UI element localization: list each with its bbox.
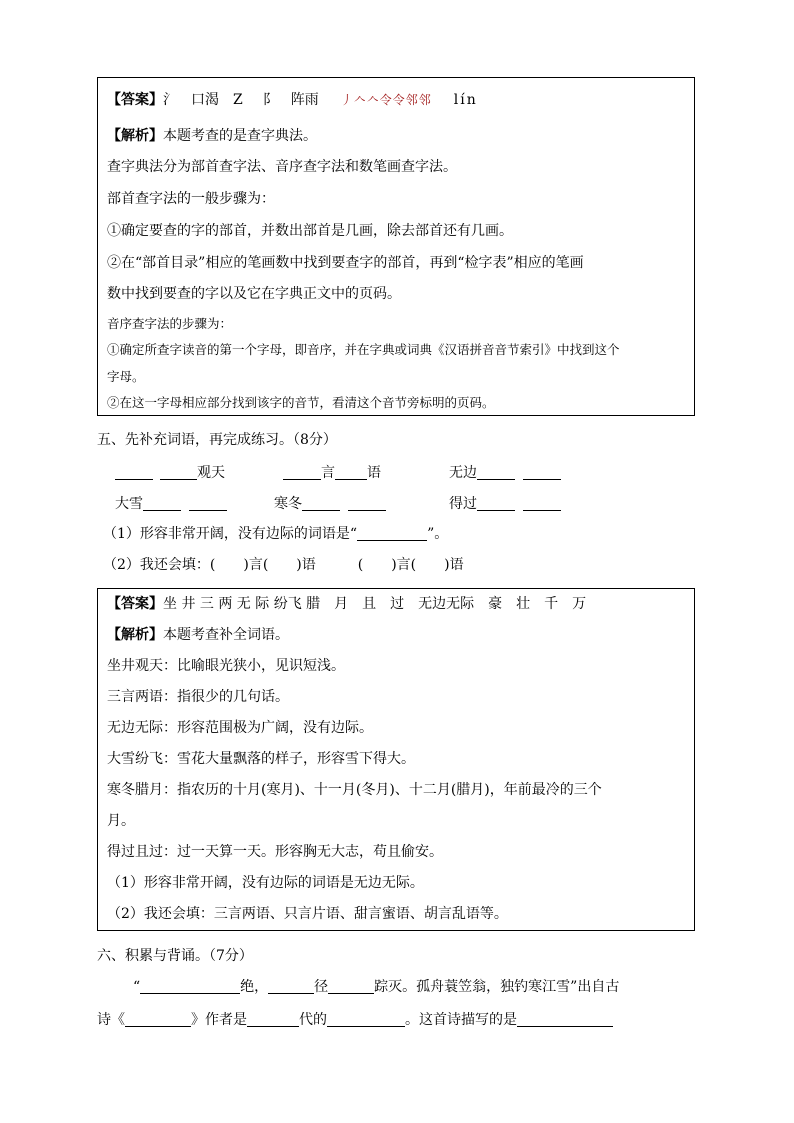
blank[interactable]	[357, 525, 427, 541]
fill-blank-row	[449, 494, 561, 514]
stroke-order: 丿𠆢𠆢令令邻邻	[340, 93, 432, 107]
answer-text: 坐 井 三 两 无 际 纷飞 腊 月 且 过 无边无际 豪 壮 千 万	[163, 596, 587, 612]
text-line: 数中找到要查的字以及它在字典正文中的页码。	[107, 286, 401, 302]
answer-label: 【答案】	[107, 92, 163, 108]
fill-blank-row	[115, 494, 227, 514]
blank[interactable]	[477, 495, 515, 511]
blank[interactable]	[517, 1011, 613, 1027]
word: 寒冬	[274, 496, 302, 512]
poem-text: 踪灭。孤舟蓑笠翁，独钓寒江雪”出自古	[374, 979, 620, 995]
question-text: ”。	[427, 526, 449, 542]
blank[interactable]	[348, 495, 386, 511]
word: 观天	[197, 465, 225, 481]
blank[interactable]	[523, 495, 561, 511]
blank[interactable]	[327, 1011, 405, 1027]
section-5-title: 五、先补充词语，再完成练习。（8分）	[97, 432, 337, 448]
blank[interactable]	[302, 495, 340, 511]
blank[interactable]	[523, 464, 561, 480]
answer-part: Z	[233, 92, 243, 108]
small-line: ①确定所查字读音的第一个字母，即音序，并在字典或词典《汉语拼音音节索引》中找到这个	[107, 342, 620, 357]
text-line: 大雪纷飞：雪花大量飘落的样子，形容雪下得大。	[107, 751, 415, 767]
fill-blank-row	[115, 463, 225, 483]
analysis-line	[107, 625, 289, 645]
poem-text: “	[133, 979, 141, 995]
section-6-title: 六、积累与背诵。（7分）	[97, 948, 253, 964]
word: 得过	[449, 496, 477, 512]
blank[interactable]	[477, 464, 515, 480]
question-text: （1）形容非常开阔，没有边际的词语是“	[103, 526, 358, 542]
fill-blank-row	[449, 463, 561, 483]
poem-line-1	[133, 977, 619, 997]
text-line: ①确定要查的字的部首，并数出部首是几画，除去部首还有几画。	[107, 223, 513, 239]
word: 大雪	[115, 496, 143, 512]
small-line: 字母。	[107, 369, 145, 384]
pinyin: lín	[453, 92, 478, 108]
fill-blank-row	[283, 463, 381, 483]
answer-line	[107, 594, 586, 614]
analysis-text: 本题考查补全词语。	[163, 627, 289, 643]
question-2: （2）我还会填：( )言( )语 ( )言( )语	[103, 557, 464, 573]
text-line: 坐井观天：比喻眼光狭小，见识短浅。	[107, 658, 345, 674]
poem-text: 》作者是	[191, 1012, 247, 1028]
analysis-line	[107, 126, 317, 146]
text-line: 查字典法分为部首查字法、音序查字法和数笔画查字法。	[107, 159, 457, 175]
word: 语	[367, 465, 381, 481]
poem-text: 。这首诗描写的是	[405, 1012, 517, 1028]
blank[interactable]	[140, 978, 240, 994]
fill-blank-row	[274, 494, 386, 514]
text-line: 月。	[107, 813, 135, 829]
small-line: 音序查字法的步骤为：	[107, 316, 233, 331]
blank[interactable]	[283, 464, 321, 480]
word: 无边	[449, 465, 477, 481]
analysis-text: 本题考查的是查字典法。	[163, 128, 317, 144]
blank[interactable]	[335, 464, 367, 480]
text-line: ②在“部首目录”相应的笔画数中找到要查字的部首，再到“检字表”相应的笔画	[107, 255, 584, 271]
text-line: 三言两语：指很少的几句话。	[107, 689, 289, 705]
text-line: 无边无际：形容范围极为广阔，没有边际。	[107, 720, 373, 736]
poem-line-2	[97, 1010, 613, 1030]
blank[interactable]	[189, 495, 227, 511]
poem-text: 诗《	[97, 1012, 125, 1028]
blank[interactable]	[328, 978, 374, 994]
analysis-label: 【解析】	[107, 128, 163, 144]
answer-line	[107, 90, 478, 110]
question-1	[103, 524, 448, 544]
text-line: （2）我还会填：三言两语、只言片语、甜言蜜语、胡言乱语等。	[107, 906, 508, 922]
word: 言	[321, 465, 335, 481]
text-line: 得过且过：过一天算一天。形容胸无大志，苟且偷安。	[107, 844, 443, 860]
answer-part: 阝	[262, 92, 277, 108]
blank[interactable]	[160, 464, 197, 480]
small-line: ②在这一字母相应部分找到该字的音节，看清这个音节旁标明的页码。	[107, 395, 495, 410]
answer-box-1	[97, 77, 695, 416]
analysis-label: 【解析】	[107, 627, 163, 643]
poem-text: 径	[314, 979, 329, 995]
blank[interactable]	[268, 978, 314, 994]
poem-text: 代的	[299, 1012, 327, 1028]
blank[interactable]	[125, 1011, 191, 1027]
answer-part: 口渴	[191, 92, 219, 108]
blank[interactable]	[247, 1011, 299, 1027]
blank[interactable]	[143, 495, 181, 511]
text-line: 部首查字法的一般步骤为：	[107, 191, 275, 207]
text-line: 寒冬腊月：指农历的十月(寒月)、十一月(冬月)、十二月(腊月)，年前最冷的三个	[107, 782, 602, 798]
answer-box-2	[97, 588, 695, 931]
answer-part: 阵雨	[290, 92, 319, 108]
poem-text: 绝，	[240, 979, 269, 995]
text-line: （1）形容非常开阔，没有边际的词语是无边无际。	[107, 875, 424, 891]
blank[interactable]	[115, 464, 153, 480]
answer-part: 氵	[163, 92, 177, 108]
answer-label: 【答案】	[107, 596, 163, 612]
